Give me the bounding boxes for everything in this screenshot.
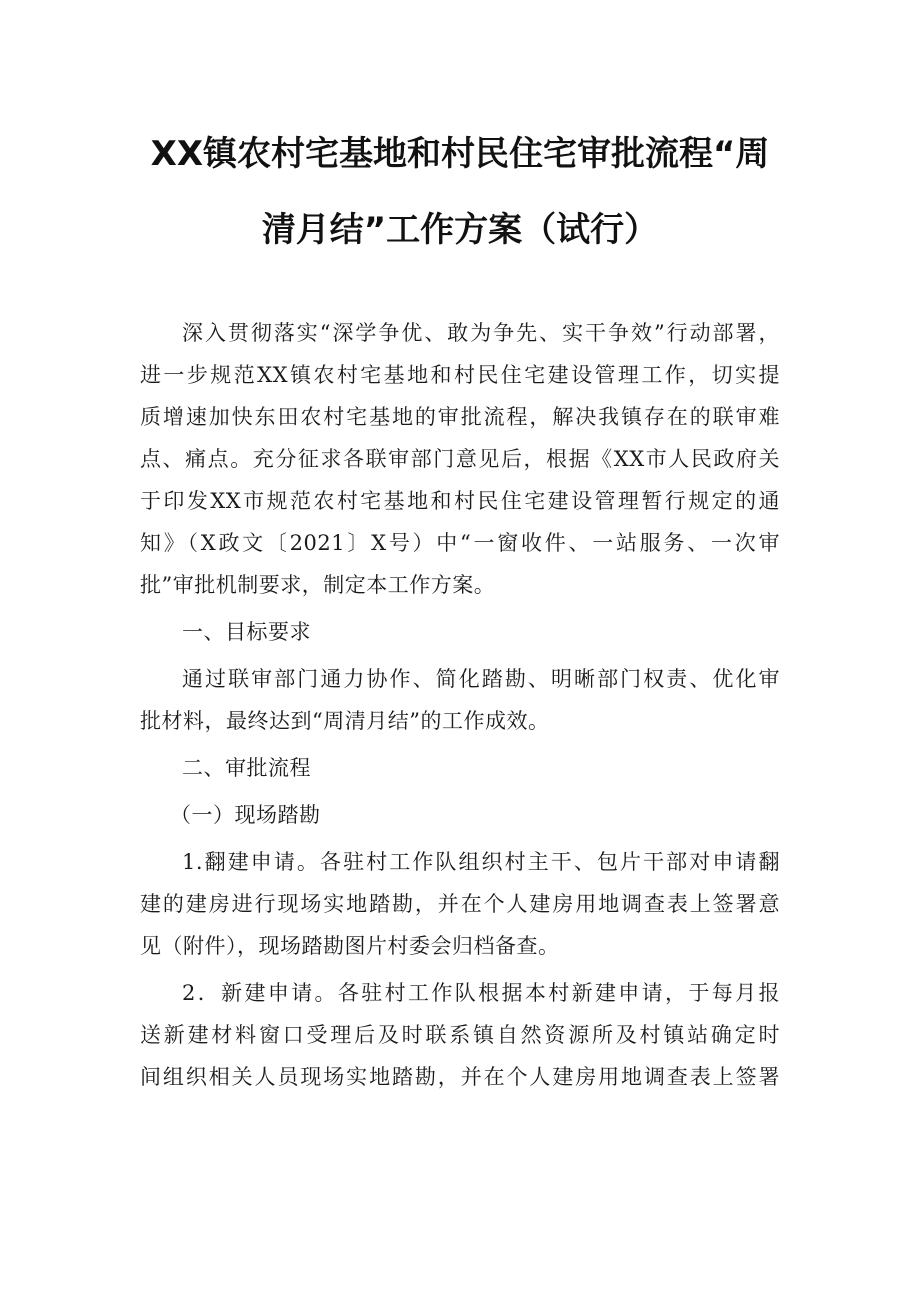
intro-line: 深入贯彻落实“深学争优、敢为争先、实干争效”行动部署， [182, 321, 780, 345]
document-body [140, 312, 780, 1098]
item-newbuild-line: 送新建材料窗口受理后及时联系镇自然资源所及村镇站确定时 [140, 1023, 780, 1047]
intro-line: 知》（X政文〔2021〕X号）中“一窗收件、一站服务、一次审 [140, 531, 780, 555]
item-rebuild-line: 建的建房进行现场实地踏勘，并在个人建房用地调查表上签署意 [140, 892, 780, 916]
item-rebuild-line: 1.翻建申请。各驻村工作队组织村主干、包片干部对申请翻 [182, 850, 780, 874]
document-title-line-1: XX镇农村宅基地和村民住宅审批流程“周 [150, 134, 770, 174]
item-newbuild-line: 2．新建申请。各驻村工作队根据本村新建申请，于每月报 [182, 981, 780, 1005]
goals-line: 通过联审部门通力协作、简化踏勘、明晰部门权责、优化审 [182, 667, 780, 691]
subsection-heading-site-survey: （一）现场踏勘 [170, 803, 321, 827]
item-rebuild-line: 见（附件），现场踏勘图片村委会归档备查。 [140, 934, 560, 958]
item-newbuild-line: 间组织相关人员现场实地踏勘，并在个人建房用地调查表上签署 [140, 1065, 780, 1089]
item-newbuild-paragraph [140, 972, 780, 1098]
intro-line: 进一步规范XX镇农村宅基地和村民住宅建设管理工作，切实提 [140, 363, 780, 387]
intro-line: 于印发XX市规范农村宅基地和村民住宅建设管理暂行规定的通 [140, 489, 780, 513]
intro-line: 质增速加快东田农村宅基地的审批流程，解决我镇存在的联审难 [140, 405, 780, 429]
goals-line: 批材料，最终达到“周清月结”的工作成效。 [140, 709, 550, 733]
section-heading-goals: 一、目标要求 [182, 620, 311, 644]
item-rebuild-paragraph [140, 841, 780, 967]
intro-line: 批”审批机制要求，制定本工作方案。 [140, 573, 496, 597]
section-heading-process: 二、审批流程 [182, 756, 311, 780]
intro-line: 点、痛点。充分征求各联审部门意见后，根据《XX市人民政府关 [140, 447, 780, 471]
goals-paragraph [140, 658, 780, 742]
intro-paragraph [140, 312, 780, 606]
document-title-line-2: 清月结”工作方案（试行） [261, 210, 659, 250]
